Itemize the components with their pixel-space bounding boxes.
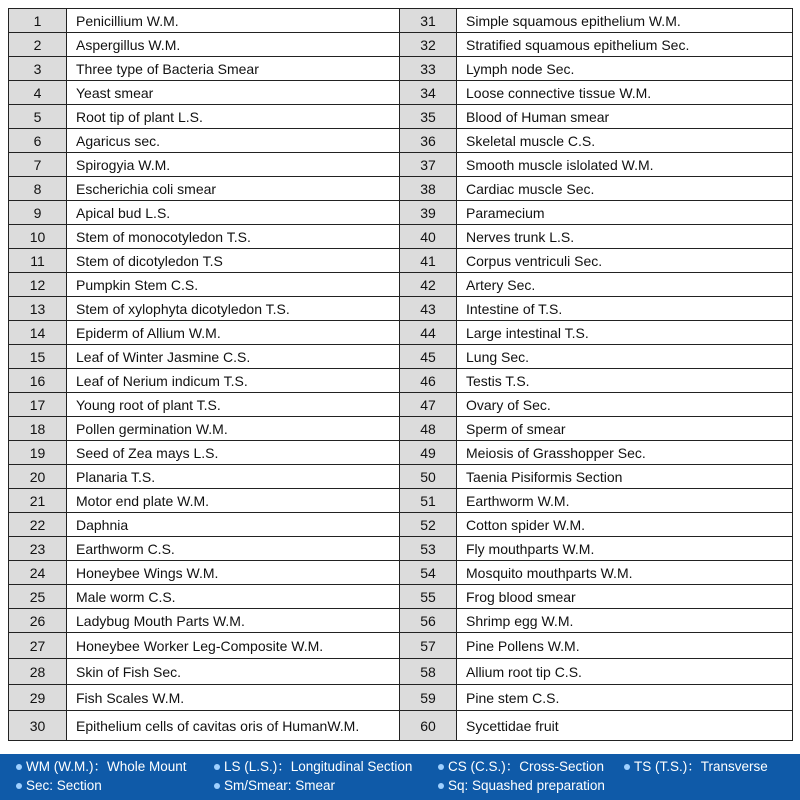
slide-number: 52 bbox=[400, 513, 457, 537]
table-row bbox=[9, 537, 793, 561]
bullet-icon bbox=[16, 783, 22, 789]
slide-number: 27 bbox=[9, 633, 67, 659]
slide-name: Skeletal muscle C.S. bbox=[457, 129, 793, 153]
table-row bbox=[9, 249, 793, 273]
slide-name: Pine Pollens W.M. bbox=[457, 633, 793, 659]
slide-number: 48 bbox=[400, 417, 457, 441]
slide-number: 31 bbox=[400, 9, 457, 33]
table-row bbox=[9, 321, 793, 345]
slide-name: Stem of monocotyledon T.S. bbox=[67, 225, 400, 249]
slide-name: Apical bud L.S. bbox=[67, 201, 400, 225]
legend-item-cs: CS (C.S.)：Cross-Section bbox=[438, 758, 604, 776]
slide-number: 57 bbox=[400, 633, 457, 659]
table-row bbox=[9, 585, 793, 609]
slide-name: Testis T.S. bbox=[457, 369, 793, 393]
legend-item-sm: Sm/Smear: Smear bbox=[214, 777, 335, 795]
table-row bbox=[9, 225, 793, 249]
slide-number: 47 bbox=[400, 393, 457, 417]
slide-name: Motor end plate W.M. bbox=[67, 489, 400, 513]
slide-name: Intestine of T.S. bbox=[457, 297, 793, 321]
slide-name: Epiderm of Allium W.M. bbox=[67, 321, 400, 345]
legend-item-sq: Sq: Squashed preparation bbox=[438, 777, 605, 795]
legend-item-sec: Sec: Section bbox=[16, 777, 102, 795]
slide-name: Earthworm W.M. bbox=[457, 489, 793, 513]
bullet-icon bbox=[438, 783, 444, 789]
slide-name: Artery Sec. bbox=[457, 273, 793, 297]
slide-number: 45 bbox=[400, 345, 457, 369]
slide-name: Honeybee Worker Leg-Composite W.M. bbox=[67, 633, 400, 659]
slide-number: 6 bbox=[9, 129, 67, 153]
slide-name: Leaf of Winter Jasmine C.S. bbox=[67, 345, 400, 369]
slide-number: 42 bbox=[400, 273, 457, 297]
table-row bbox=[9, 33, 793, 57]
slide-number: 35 bbox=[400, 105, 457, 129]
slide-name: Meiosis of Grasshopper Sec. bbox=[457, 441, 793, 465]
slide-name: Ladybug Mouth Parts W.M. bbox=[67, 609, 400, 633]
slide-number: 19 bbox=[9, 441, 67, 465]
bullet-icon bbox=[624, 764, 630, 770]
bullet-icon bbox=[214, 783, 220, 789]
slide-name: Spirogyia W.M. bbox=[67, 153, 400, 177]
slide-number: 59 bbox=[400, 685, 457, 711]
table-row bbox=[9, 81, 793, 105]
legend-item-wm: WM (W.M.)：Whole Mount bbox=[16, 758, 187, 776]
slide-number: 36 bbox=[400, 129, 457, 153]
table-row bbox=[9, 105, 793, 129]
slide-name: Three type of Bacteria Smear bbox=[67, 57, 400, 81]
slide-name: Yeast smear bbox=[67, 81, 400, 105]
slide-name: Root tip of plant L.S. bbox=[67, 105, 400, 129]
slide-name: Fly mouthparts W.M. bbox=[457, 537, 793, 561]
slide-number: 41 bbox=[400, 249, 457, 273]
slide-number: 43 bbox=[400, 297, 457, 321]
table-row bbox=[9, 393, 793, 417]
table-row bbox=[9, 129, 793, 153]
slide-name: Earthworm C.S. bbox=[67, 537, 400, 561]
slide-name: Stem of xylophyta dicotyledon T.S. bbox=[67, 297, 400, 321]
table-row bbox=[9, 561, 793, 585]
slide-name: Skin of Fish Sec. bbox=[67, 659, 400, 685]
slide-number: 15 bbox=[9, 345, 67, 369]
slide-name: Seed of Zea mays L.S. bbox=[67, 441, 400, 465]
slide-list-table bbox=[8, 8, 793, 741]
slide-number: 32 bbox=[400, 33, 457, 57]
slide-number: 16 bbox=[9, 369, 67, 393]
slide-name: Lymph node Sec. bbox=[457, 57, 793, 81]
slide-name: Penicillium W.M. bbox=[67, 9, 400, 33]
slide-number: 37 bbox=[400, 153, 457, 177]
slide-number: 30 bbox=[9, 711, 67, 741]
slide-number: 2 bbox=[9, 33, 67, 57]
slide-name: Male worm C.S. bbox=[67, 585, 400, 609]
slide-name: Simple squamous epithelium W.M. bbox=[457, 9, 793, 33]
slide-name: Ovary of Sec. bbox=[457, 393, 793, 417]
bullet-icon bbox=[214, 764, 220, 770]
slide-number: 20 bbox=[9, 465, 67, 489]
slide-name: Allium root tip C.S. bbox=[457, 659, 793, 685]
slide-name: Agaricus sec. bbox=[67, 129, 400, 153]
slide-number: 22 bbox=[9, 513, 67, 537]
slide-name: Stratified squamous epithelium Sec. bbox=[457, 33, 793, 57]
slide-name: Stem of dicotyledon T.S bbox=[67, 249, 400, 273]
slide-number: 9 bbox=[9, 201, 67, 225]
slide-name: Honeybee Wings W.M. bbox=[67, 561, 400, 585]
slide-name: Leaf of Nerium indicum T.S. bbox=[67, 369, 400, 393]
slide-name: Cotton spider W.M. bbox=[457, 513, 793, 537]
legend-item-ls: LS (L.S.)：Longitudinal Section bbox=[214, 758, 412, 776]
bullet-icon bbox=[438, 764, 444, 770]
table-row bbox=[9, 57, 793, 81]
table-row bbox=[9, 369, 793, 393]
slide-number: 14 bbox=[9, 321, 67, 345]
legend-item-ts: TS (T.S.)：Transverse bbox=[624, 758, 768, 776]
slide-number: 58 bbox=[400, 659, 457, 685]
slide-number: 3 bbox=[9, 57, 67, 81]
slide-number: 46 bbox=[400, 369, 457, 393]
slide-number: 53 bbox=[400, 537, 457, 561]
table-row bbox=[9, 345, 793, 369]
slide-name: Lung Sec. bbox=[457, 345, 793, 369]
slide-name: Frog blood smear bbox=[457, 585, 793, 609]
slide-number: 38 bbox=[400, 177, 457, 201]
slide-number: 49 bbox=[400, 441, 457, 465]
slide-name: Blood of Human smear bbox=[457, 105, 793, 129]
slide-name: Taenia Pisiformis Section bbox=[457, 465, 793, 489]
slide-list-body bbox=[9, 9, 793, 741]
table-row bbox=[9, 685, 793, 711]
slide-number: 18 bbox=[9, 417, 67, 441]
slide-number: 34 bbox=[400, 81, 457, 105]
table-row bbox=[9, 153, 793, 177]
abbreviation-legend bbox=[0, 754, 800, 800]
table-row bbox=[9, 633, 793, 659]
slide-number: 25 bbox=[9, 585, 67, 609]
slide-number: 33 bbox=[400, 57, 457, 81]
slide-name: Pollen germination W.M. bbox=[67, 417, 400, 441]
slide-name: Smooth muscle islolated W.M. bbox=[457, 153, 793, 177]
slide-number: 29 bbox=[9, 685, 67, 711]
slide-number: 1 bbox=[9, 9, 67, 33]
slide-name: Pine stem C.S. bbox=[457, 685, 793, 711]
slide-number: 10 bbox=[9, 225, 67, 249]
slide-name: Aspergillus W.M. bbox=[67, 33, 400, 57]
slide-name: Nerves trunk L.S. bbox=[457, 225, 793, 249]
slide-name: Loose connective tissue W.M. bbox=[457, 81, 793, 105]
table-row bbox=[9, 417, 793, 441]
slide-number: 44 bbox=[400, 321, 457, 345]
slide-name: Shrimp egg W.M. bbox=[457, 609, 793, 633]
slide-number: 13 bbox=[9, 297, 67, 321]
slide-number: 5 bbox=[9, 105, 67, 129]
slide-number: 24 bbox=[9, 561, 67, 585]
slide-name: Paramecium bbox=[457, 201, 793, 225]
slide-number: 54 bbox=[400, 561, 457, 585]
slide-name: Cardiac muscle Sec. bbox=[457, 177, 793, 201]
slide-name: Daphnia bbox=[67, 513, 400, 537]
table-row bbox=[9, 177, 793, 201]
slide-name: Epithelium cells of cavitas oris of HumanW.M. bbox=[67, 711, 400, 741]
slide-number: 26 bbox=[9, 609, 67, 633]
slide-number: 7 bbox=[9, 153, 67, 177]
slide-number: 11 bbox=[9, 249, 67, 273]
slide-name: Corpus ventriculi Sec. bbox=[457, 249, 793, 273]
table-row bbox=[9, 9, 793, 33]
slide-number: 4 bbox=[9, 81, 67, 105]
slide-number: 50 bbox=[400, 465, 457, 489]
table-row bbox=[9, 489, 793, 513]
slide-number: 40 bbox=[400, 225, 457, 249]
slide-number: 60 bbox=[400, 711, 457, 741]
slide-name: Escherichia coli smear bbox=[67, 177, 400, 201]
table-row bbox=[9, 201, 793, 225]
slide-number: 17 bbox=[9, 393, 67, 417]
slide-name: Sycettidae fruit bbox=[457, 711, 793, 741]
slide-number: 56 bbox=[400, 609, 457, 633]
table-row bbox=[9, 297, 793, 321]
table-row bbox=[9, 513, 793, 537]
slide-number: 8 bbox=[9, 177, 67, 201]
slide-name: Sperm of smear bbox=[457, 417, 793, 441]
slide-name: Young root of plant T.S. bbox=[67, 393, 400, 417]
slide-name: Large intestinal T.S. bbox=[457, 321, 793, 345]
table-row bbox=[9, 609, 793, 633]
slide-number: 39 bbox=[400, 201, 457, 225]
slide-number: 55 bbox=[400, 585, 457, 609]
slide-name: Mosquito mouthparts W.M. bbox=[457, 561, 793, 585]
table-row bbox=[9, 273, 793, 297]
slide-number: 23 bbox=[9, 537, 67, 561]
bullet-icon bbox=[16, 764, 22, 770]
table-row bbox=[9, 465, 793, 489]
slide-number: 28 bbox=[9, 659, 67, 685]
table-row bbox=[9, 659, 793, 685]
slide-number: 12 bbox=[9, 273, 67, 297]
table-row bbox=[9, 711, 793, 741]
slide-name: Pumpkin Stem C.S. bbox=[67, 273, 400, 297]
slide-name: Fish Scales W.M. bbox=[67, 685, 400, 711]
slide-number: 21 bbox=[9, 489, 67, 513]
table-row bbox=[9, 441, 793, 465]
slide-number: 51 bbox=[400, 489, 457, 513]
slide-name: Planaria T.S. bbox=[67, 465, 400, 489]
